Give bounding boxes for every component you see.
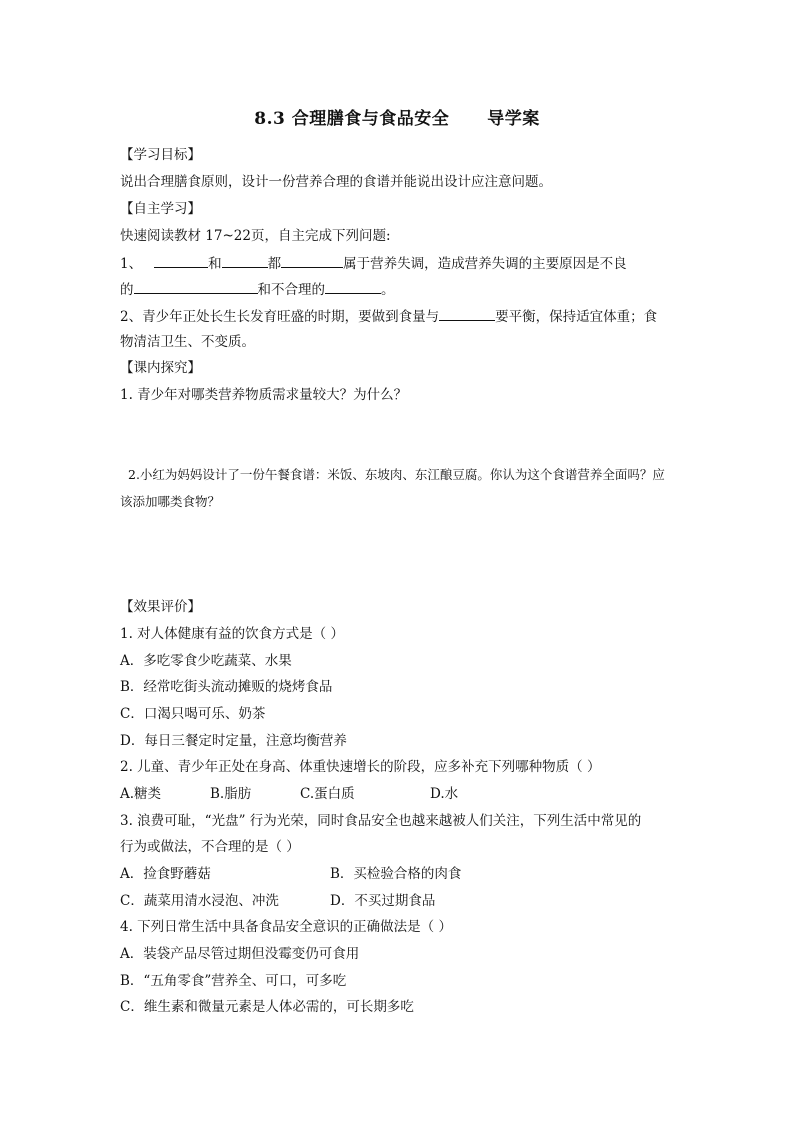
eval-q2-option-c: C.蛋白质	[300, 786, 355, 802]
explore-q2-line2: 该添加哪类食物？	[120, 494, 221, 509]
self-study-q2-line2: 物清洁卫生、不变质。	[120, 334, 255, 350]
title-sub: 导学案	[487, 109, 540, 129]
eval-q4-option-b: B．“五角零食”营养全、可口，可多吃	[120, 973, 347, 989]
self-study-q1-line1: 1、 和 都 属于营养失调，造成营养失调的主要原因是不良	[120, 253, 627, 273]
title-main: 8.3 合理膳食与食品安全	[254, 109, 450, 129]
section-explore-heading: 【课内探究】	[120, 360, 201, 376]
eval-q2-stem: 2. 儿童、青少年正处在身高、体重快速增长的阶段，应多补充下列哪种物质（ ）	[120, 759, 601, 775]
eval-q3-option-b: B．买检验合格的肉食	[330, 866, 462, 882]
goals-text: 说出合理膳食原则，设计一份营养合理的食谱并能说出设计应注意问题。	[120, 174, 552, 190]
eval-q1-option-c: C．口渴只喝可乐、奶茶	[120, 706, 266, 722]
eval-q3-stem-line2: 行为或做法，不合理的是（ ）	[120, 839, 300, 855]
eval-q4-stem: 4. 下列日常生活中具备食品安全意识的正确做法是（ ）	[120, 919, 452, 935]
eval-q1-option-a: A．多吃零食少吃蔬菜、水果	[120, 653, 292, 669]
self-study-q1-line2: 的 和不合理的 。	[120, 279, 395, 299]
section-self-study-heading: 【自主学习】	[120, 201, 201, 217]
self-study-q2-line1: 2、青少年正处长生长发育旺盛的时期，要做到食量与 要平衡，保持适宜体重；食	[120, 306, 657, 326]
eval-q4-option-a: A．装袋产品尽管过期但没霉变仍可食用	[120, 946, 360, 962]
eval-q3-option-d: D．不买过期食品	[330, 893, 436, 909]
eval-q1-option-b: B．经常吃街头流动摊贩的烧烤食品	[120, 679, 333, 695]
eval-q3-option-c: C．蔬菜用清水浸泡、冲洗	[120, 893, 279, 909]
eval-q2-option-a: A.糖类	[120, 786, 162, 802]
answer-blank[interactable]	[281, 253, 343, 268]
answer-blank[interactable]	[154, 253, 208, 268]
eval-q2-option-d: D.水	[430, 786, 459, 802]
eval-q4-option-c: C．维生素和微量元素是人体必需的，可长期多吃	[120, 999, 414, 1015]
explore-q1: 1. 青少年对哪类营养物质需求量较大？为什么？	[120, 387, 408, 403]
explore-q2-line1: 2.小红为妈妈设计了一份午餐食谱：米饭、东坡肉、东江酿豆腐。你认为这个食谱营养全面吗？应	[128, 467, 665, 482]
eval-q3-option-a: A．捡食野蘑菇	[120, 866, 211, 882]
self-study-intro: 快速阅读教材 17~22页，自主完成下列问题:	[120, 228, 391, 244]
section-goals-heading: 【学习目标】	[120, 147, 201, 163]
eval-q2-option-b: B.脂肪	[210, 786, 252, 802]
answer-blank[interactable]	[439, 306, 495, 321]
eval-q1-stem: 1. 对人体健康有益的饮食方式是（ ）	[120, 626, 344, 642]
answer-blank[interactable]	[134, 279, 258, 294]
section-evaluate-heading: 【效果评价】	[120, 599, 201, 615]
page-title	[0, 104, 794, 129]
eval-q1-option-d: D．每日三餐定时定量，注意均衡营养	[120, 733, 347, 749]
answer-blank[interactable]	[325, 279, 381, 294]
eval-q3-stem-line1: 3. 浪费可耻，“光盘” 行为光荣，同时食品安全也越来越被人们关注，下列生活中常见的	[120, 813, 642, 829]
answer-blank[interactable]	[222, 253, 268, 268]
